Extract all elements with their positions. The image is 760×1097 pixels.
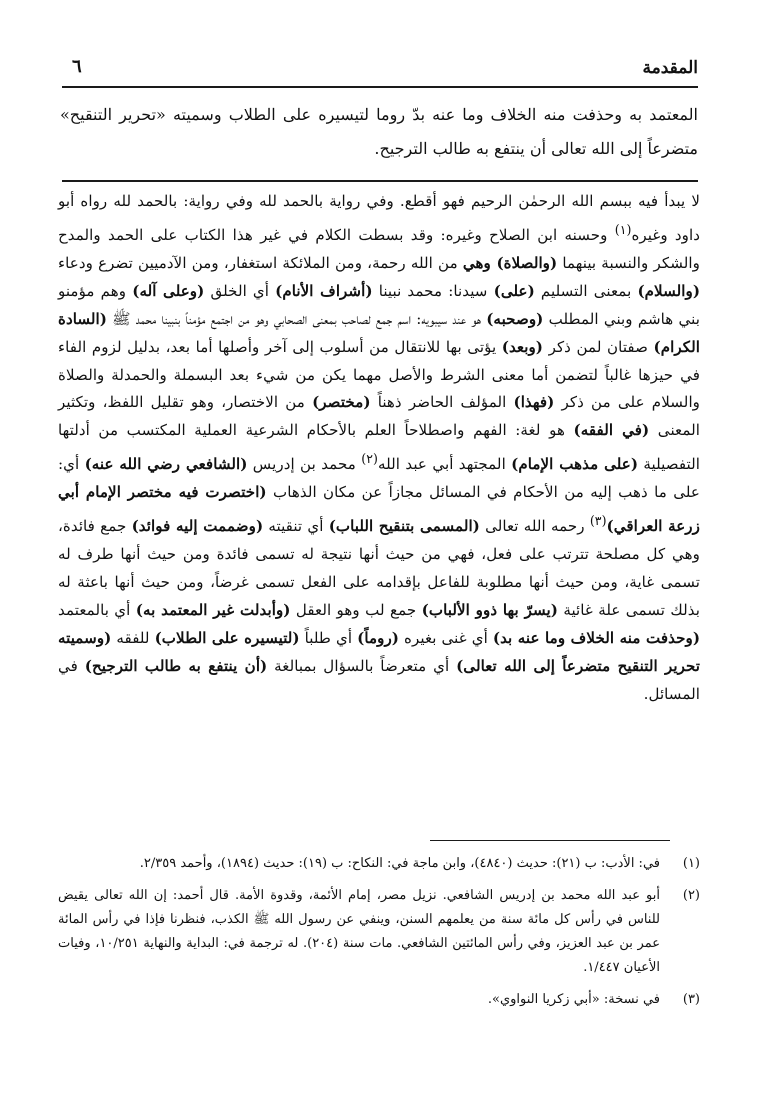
commentary-text: لا يبدأ فيه ببسم الله الرحمٰن الرحيم فهو أقطع. وفي رواية بالحمد لله وفي رواية: بالحمد لله رواه أبو داود وغيره xyxy=(58,192,700,244)
commentary-text: صفتان لمن ذكر xyxy=(543,337,654,356)
matn-separator-rule xyxy=(62,180,698,182)
footnote-rule xyxy=(430,840,670,841)
commentary-text: هو لغة: الفهم واصطلاحاً العلم بالأحكام الشرعية العملية المكتسب من أدلتها التفصيلية xyxy=(58,421,700,474)
matn-quote: (وأبدلت غير المعتمد به) xyxy=(135,600,291,619)
commentary-text: يؤتى بها للانتقال من أسلوب إلى آخر وأصلها أما بعد، بدليل لزوم الفاء في حيزها غالباً لتضمن أما معنى الشرط والأصل مهما يكن من شيء بعد البسملة والحمدلة والصلاة والسلام على من ذكر xyxy=(58,337,700,412)
chapter-title: المقدمة xyxy=(642,58,698,78)
matn-quote: (في الفقه) xyxy=(573,421,650,440)
header-rule xyxy=(62,86,698,88)
matn-quote: (لتيسيره على الطلاب) xyxy=(154,628,300,647)
matn-quote: (وبعد) xyxy=(501,337,543,356)
matn-quote: (الشافعي رضي الله عنه) xyxy=(84,455,248,474)
commentary-text: رحمه الله تعالى xyxy=(479,517,590,536)
commentary-text: أي الخلق xyxy=(204,281,276,300)
footnote-text: في: الأدب: ب (٢١): حديث (٤٨٤٠)، وابن ماجة في: النكاح: ب (١٩): حديث (١٨٩٤)، وأحمد ٢/٣٥٩. xyxy=(139,856,660,871)
commentary-paragraph xyxy=(58,188,700,709)
matn-quote: (وعلى آله) xyxy=(132,281,205,300)
commentary-text: محمد بن إدريس xyxy=(247,455,362,474)
commentary-text: جمع فائدة، وهي كل مصلحة تترتب على فعل، فهي من حيث أنها نتيجة له تسمى فائدة ومن حيث أنها طرف له تسمى غاية، ومن حيث أنها مطلوبة للفاعل بإقدامه على الفعل تسمى غرضاً، ومن حيث أنها باعثة له بذلك تسمى علة غائية xyxy=(58,517,701,619)
commentary-text: في المسائل. xyxy=(58,656,700,703)
matn-quote: (روماً) xyxy=(357,628,399,647)
matn-quote: (وضممت إليه فوائد) xyxy=(131,517,264,536)
footnote-number: (٢) xyxy=(682,888,700,903)
commentary-text: المؤلف الحاضر ذهناً xyxy=(370,393,514,412)
commentary-text: وهم مؤمنو بني هاشم وبني المطلب xyxy=(58,281,700,328)
commentary-text: أي طلباً xyxy=(299,628,358,647)
matn-quote: (فهذا) xyxy=(513,393,555,412)
matn-quote: (والصلاة) وهي xyxy=(462,253,558,272)
matn-quote: (أن ينتفع به طالب الترجيح) xyxy=(84,656,268,675)
commentary-text: هو عند سيبويه: اسم جمع لصاحب بمعنى الصحابي وهو من اجتمع مؤمناً بنبينا محمد ﷺ xyxy=(106,309,487,328)
footnote-marker: (٣) xyxy=(589,513,607,529)
footnote xyxy=(58,884,700,980)
matn-quote: (المسمى بتنقيح اللباب) xyxy=(328,517,480,536)
commentary-text: أي تنقيته xyxy=(263,517,329,536)
matn-quote: (على) xyxy=(493,281,535,300)
matn-text: المعتمد به وحذفت منه الخلاف وما عنه بدّ روما لتيسيره على الطلاب وسميته «تحرير التنقيح» متضرعاً إلى الله تعالى أن ينتفع به طالب الترجيح. xyxy=(60,105,698,158)
footnote xyxy=(58,852,700,876)
matn-block xyxy=(60,98,698,166)
matn-quote: (أشراف الأنام) xyxy=(275,281,373,300)
footnote-text: أبو عبد الله محمد بن إدريس الشافعي. نزيل مصر، إمام الأئمة، وقدوة الأمة. قال أحمد: إن الله تعالى يقيض للناس في رأس كل مائة سنة من يعلمهم السنن، وينفي عن رسول الله ﷺ الكذب، فنظرنا فإذا في رأس المائة عمر بن عبد العزيز، وفي رأس المائتين الشافعي. مات سنة (٢٠٤). له ترجمة في: البداية والنهاية ١٠/٢٥١، وفيات الأعيان ١/٤٤٧. xyxy=(58,888,660,975)
running-header xyxy=(62,52,698,86)
commentary-text: جمع لب وهو العقل xyxy=(290,600,422,619)
footnote-number: (١) xyxy=(682,856,700,871)
matn-quote: (مختصر) xyxy=(312,393,371,412)
footnote-number: (٣) xyxy=(682,992,700,1007)
matn-quote: (السادة الكرام) xyxy=(58,309,700,356)
footnote-marker: (١) xyxy=(614,221,632,237)
footnote-text: في نسخة: «أبي زكريا النواوي». xyxy=(487,992,660,1007)
matn-quote: (اختصرت فيه مختصر الإمام أبي زرعة العراقي) xyxy=(58,483,700,536)
commentary-text: أي متعرضاً بالسؤال بمبالغة xyxy=(267,656,457,675)
matn-quote: (وحذفت منه الخلاف وما عنه بد) xyxy=(492,628,701,647)
commentary-text: من الاختصار، وهو تقليل اللفظ، وتكثير المعنى xyxy=(58,393,700,440)
commentary-text: أي: على ما ذهب إليه من الأحكام في المسائل مجازاً عن مكان الذهاب xyxy=(58,455,700,502)
commentary-text: أي غنى بغيره xyxy=(398,628,493,647)
page-number: ٦ xyxy=(72,56,82,77)
commentary-text: أي بالمعتمد xyxy=(58,600,136,619)
footnote-marker: (٢) xyxy=(361,451,378,467)
matn-quote: (وسميته تحرير التنقيح متضرعاً إلى الله تعالى) xyxy=(58,628,701,675)
footnote xyxy=(58,988,700,1012)
matn-quote: (وصحبه) xyxy=(486,309,544,328)
commentary-text: بمعنى التسليم xyxy=(534,281,638,300)
commentary-text: سيدنا: محمد نبينا xyxy=(372,281,494,300)
matn-quote: (يسرّ بها ذوو الألباب) xyxy=(421,600,558,619)
commentary-block xyxy=(58,188,700,709)
matn-quote: (والسلام) xyxy=(637,281,701,300)
commentary-text: من الله رحمة، ومن الملائكة استغفار، ومن الآدميين تضرع ودعاء xyxy=(58,253,463,272)
matn-quote: (على مذهب الإمام) xyxy=(511,455,638,474)
commentary-text: للفقه xyxy=(111,628,155,647)
commentary-text: وحسنه ابن الصلاح وغيره: وقد بسطت الكلام في غير هذا الكتاب على الحمد والمدح والشكر والنسبة بينهما xyxy=(58,225,700,272)
footnotes-block xyxy=(58,852,700,1020)
commentary-text: المجتهد أبي عبد الله xyxy=(377,455,512,474)
